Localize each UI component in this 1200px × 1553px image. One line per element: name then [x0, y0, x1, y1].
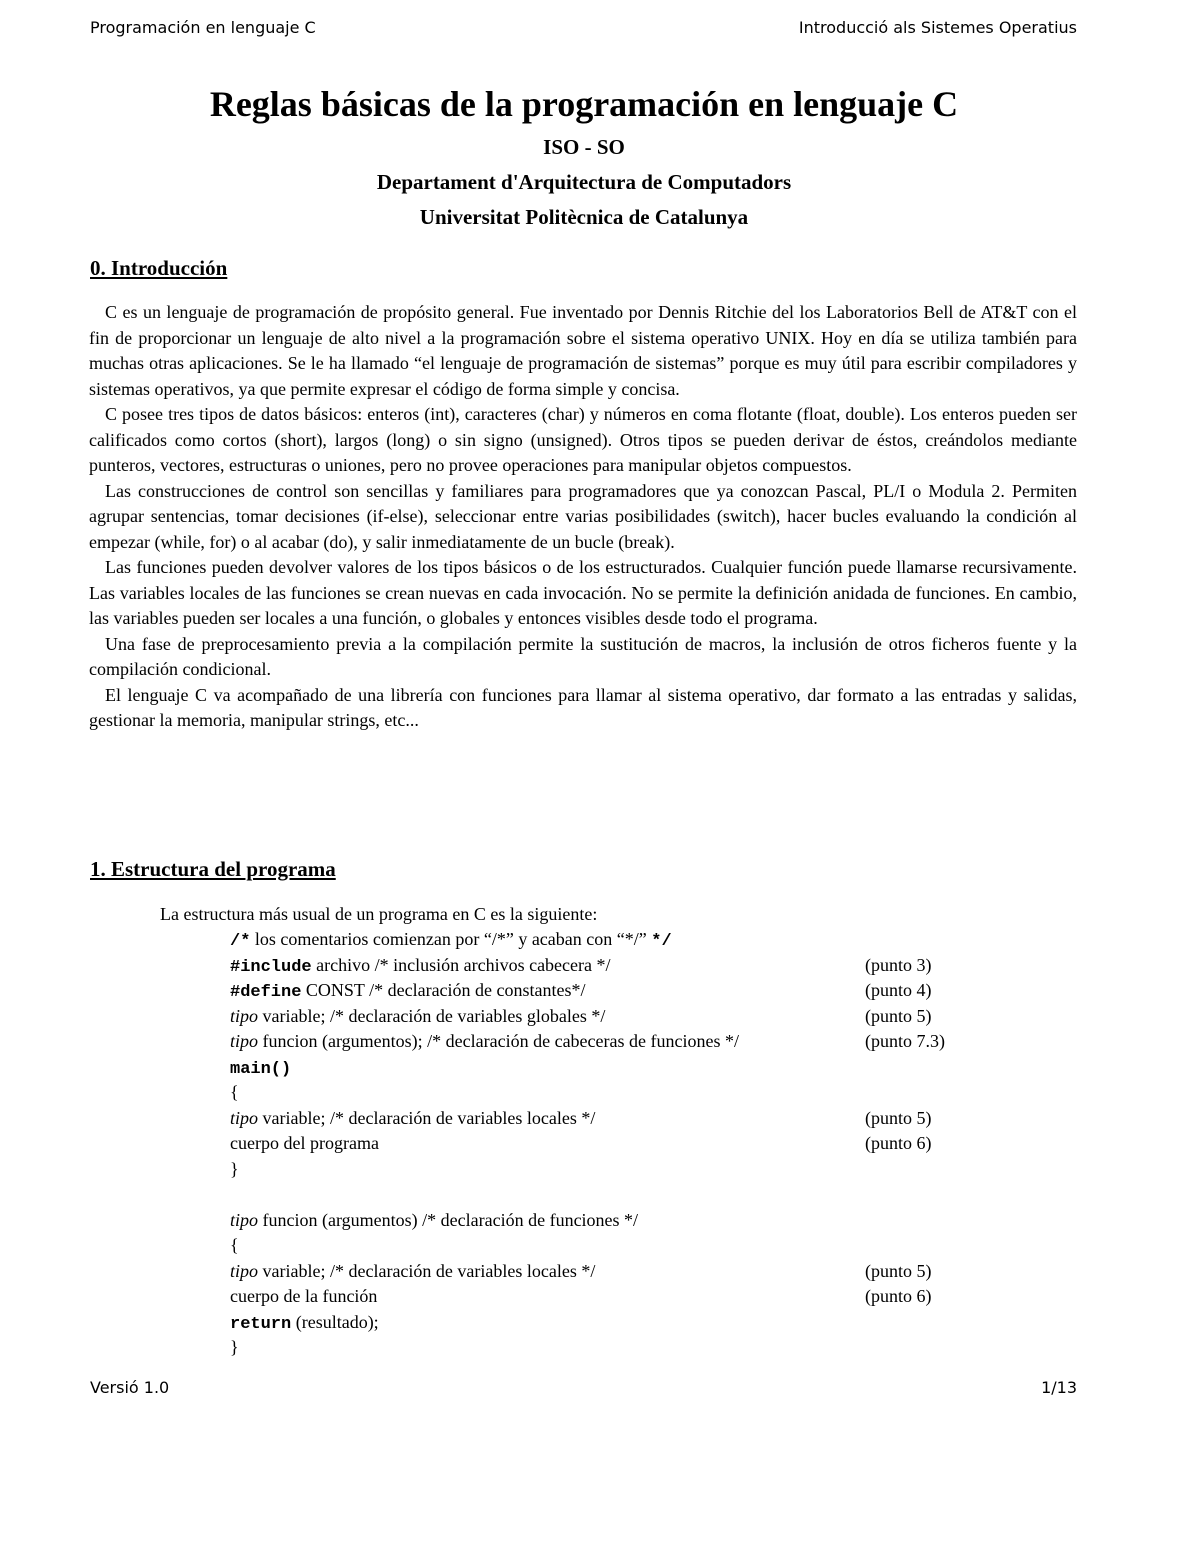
- code-line-open-brace: [230, 1233, 990, 1259]
- code-type-placeholder: tipo: [230, 1031, 259, 1051]
- code-line-close-brace: [230, 1157, 990, 1183]
- code-line-prototypes: [230, 1029, 990, 1055]
- code-text: variable; /* declaración de variables globales */: [258, 1005, 606, 1026]
- code-blank-line: [230, 1182, 990, 1208]
- code-line-function: [230, 1208, 990, 1234]
- code-text: cuerpo de la función: [230, 1286, 378, 1306]
- section-0-body: [89, 300, 1077, 734]
- code-line-include: [230, 953, 990, 979]
- department-name: Departament d'Arquitectura de Computadors: [376, 170, 792, 194]
- code-text: {: [230, 1235, 239, 1255]
- intro-paragraph: Las funciones pueden devolver valores de los tipos básicos o de los estructurados. Cualquier función puede llamarse recursivamente. Las variables locales de las funciones se crean nuevas en cada invocación. No se permite la definición anidada de funciones. En cambio, las variables pueden ser locales a una función, o globales y entonces visibles desde todo el programa.: [89, 557, 1077, 628]
- code-text: variable; /* declaración de variables locales */: [258, 1260, 596, 1281]
- section-reference: (punto 7.3): [865, 1031, 945, 1051]
- code-text: }: [230, 1158, 239, 1179]
- code-text: {: [230, 1082, 239, 1102]
- section-reference: (punto 5): [865, 1107, 932, 1128]
- code-type-placeholder: tipo: [230, 1005, 259, 1026]
- code-line-body: [230, 1284, 990, 1310]
- intro-paragraph: El lenguaje C va acompañado de una librería con funciones para llamar al sistema operativo, dar formato a las entradas y salidas, gestionar la memoria, manipular strings, etc...: [89, 684, 1077, 730]
- code-text: funcion (argumentos) /* declaración de funciones */: [258, 1209, 639, 1230]
- code-text: archivo /* inclusión archivos cabecera */: [311, 954, 611, 975]
- code-text: los comentarios comienzan por “/*” y acaban con “*/”: [250, 929, 652, 949]
- code-line-locals: [230, 1106, 990, 1132]
- code-keyword: /*: [230, 932, 251, 951]
- code-line-main: [230, 1055, 990, 1081]
- code-line-locals: [230, 1259, 990, 1285]
- section-reference: (punto 5): [865, 1005, 932, 1026]
- code-type-placeholder: tipo: [230, 1260, 259, 1281]
- running-header: [90, 18, 1077, 37]
- code-text: variable; /* declaración de variables locales */: [258, 1107, 596, 1128]
- course-code: ISO - SO: [543, 135, 625, 159]
- university-name: Universitat Politècnica de Catalunya: [419, 205, 749, 229]
- code-line-comment: [230, 927, 990, 953]
- running-header-left: Programación en lenguaje C: [90, 18, 316, 37]
- section-0-heading: 0. Introducción: [90, 256, 228, 280]
- running-header-right: Introducció als Sistemes Operatius: [798, 18, 1077, 37]
- intro-paragraph: C es un lenguaje de programación de propósito general. Fue inventado por Dennis Ritchie del los Laboratorios Bell de AT&T con el fin de proporcionar un lenguaje de alto nivel a la programación sobre el sistema operativo UNIX. Hoy en día se utiliza también para muchas otras aplicaciones. Se le ha llamado “el lenguaje de programación de sistemas” porque es muy útil para escribir compiladores y sistemas operativos, ya que permite expresar el código de forma simple y concisa.: [89, 302, 1077, 399]
- code-keyword: return: [230, 1314, 292, 1334]
- code-text: cuerpo del programa: [230, 1133, 379, 1153]
- code-keyword: #include: [230, 957, 312, 977]
- intro-paragraph: Las construcciones de control son sencillas y familiares para programadores que ya conozcan Pascal, PL/I o Modula 2. Permiten agrupar sentencias, tomar decisiones (if-else), seleccionar entre varias posibilidades (switch), hacer bucles evaluando la condición al empezar (while, for) o al acabar (do), y salir inmediatamente de un bucle (break).: [89, 480, 1077, 552]
- code-type-placeholder: tipo: [230, 1209, 259, 1230]
- code-line-body: [230, 1131, 990, 1157]
- code-type-placeholder: tipo: [230, 1107, 259, 1128]
- intro-paragraph: Una fase de preprocesamiento previa a la compilación permite la sustitución de macros, la inclusión de otros ficheros fuente y la compilación condicional.: [89, 633, 1077, 679]
- page-footer: [90, 1378, 1077, 1397]
- code-line-globals: [230, 1004, 990, 1030]
- code-keyword: main(): [230, 1059, 292, 1079]
- code-line-close-brace: [230, 1335, 990, 1361]
- structure-intro: La estructura más usual de un programa en C es la siguiente:: [160, 904, 598, 924]
- section-1-heading: 1. Estructura del programa: [90, 857, 336, 881]
- title-block: [0, 80, 1168, 235]
- code-text: CONST /* declaración de constantes*/: [301, 980, 586, 1000]
- program-structure-listing: [230, 927, 990, 1361]
- code-keyword: #define: [230, 983, 302, 1002]
- section-reference: (punto 3): [865, 954, 932, 975]
- code-text: }: [230, 1337, 239, 1357]
- section-reference: (punto 5): [865, 1260, 932, 1281]
- code-line-return: [230, 1310, 990, 1336]
- code-text: funcion (argumentos); /* declaración de cabeceras de funciones */: [258, 1031, 739, 1051]
- document-title: Reglas básicas de la programación en lenguaje C: [209, 84, 959, 124]
- section-reference: (punto 4): [865, 980, 932, 1000]
- section-reference: (punto 6): [865, 1286, 932, 1306]
- section-reference: (punto 6): [865, 1133, 932, 1153]
- code-line-define: [230, 978, 990, 1004]
- version-label: Versió 1.0: [90, 1378, 170, 1397]
- page-number: 1/13: [1041, 1378, 1077, 1397]
- intro-paragraph: C posee tres tipos de datos básicos: enteros (int), caracteres (char) y números en coma flotante (float, double). Los enteros pueden ser calificados como cortos (short), largos (long) o sin signo (unsigned). Otros tipos se pueden derivar de éstos, creándolos mediante punteros, vectores, estructuras o uniones, pero no provee operaciones para manipular objetos compuestos.: [89, 404, 1077, 475]
- code-keyword: */: [651, 932, 672, 951]
- code-text: (resultado);: [291, 1311, 379, 1332]
- code-line-open-brace: [230, 1080, 990, 1106]
